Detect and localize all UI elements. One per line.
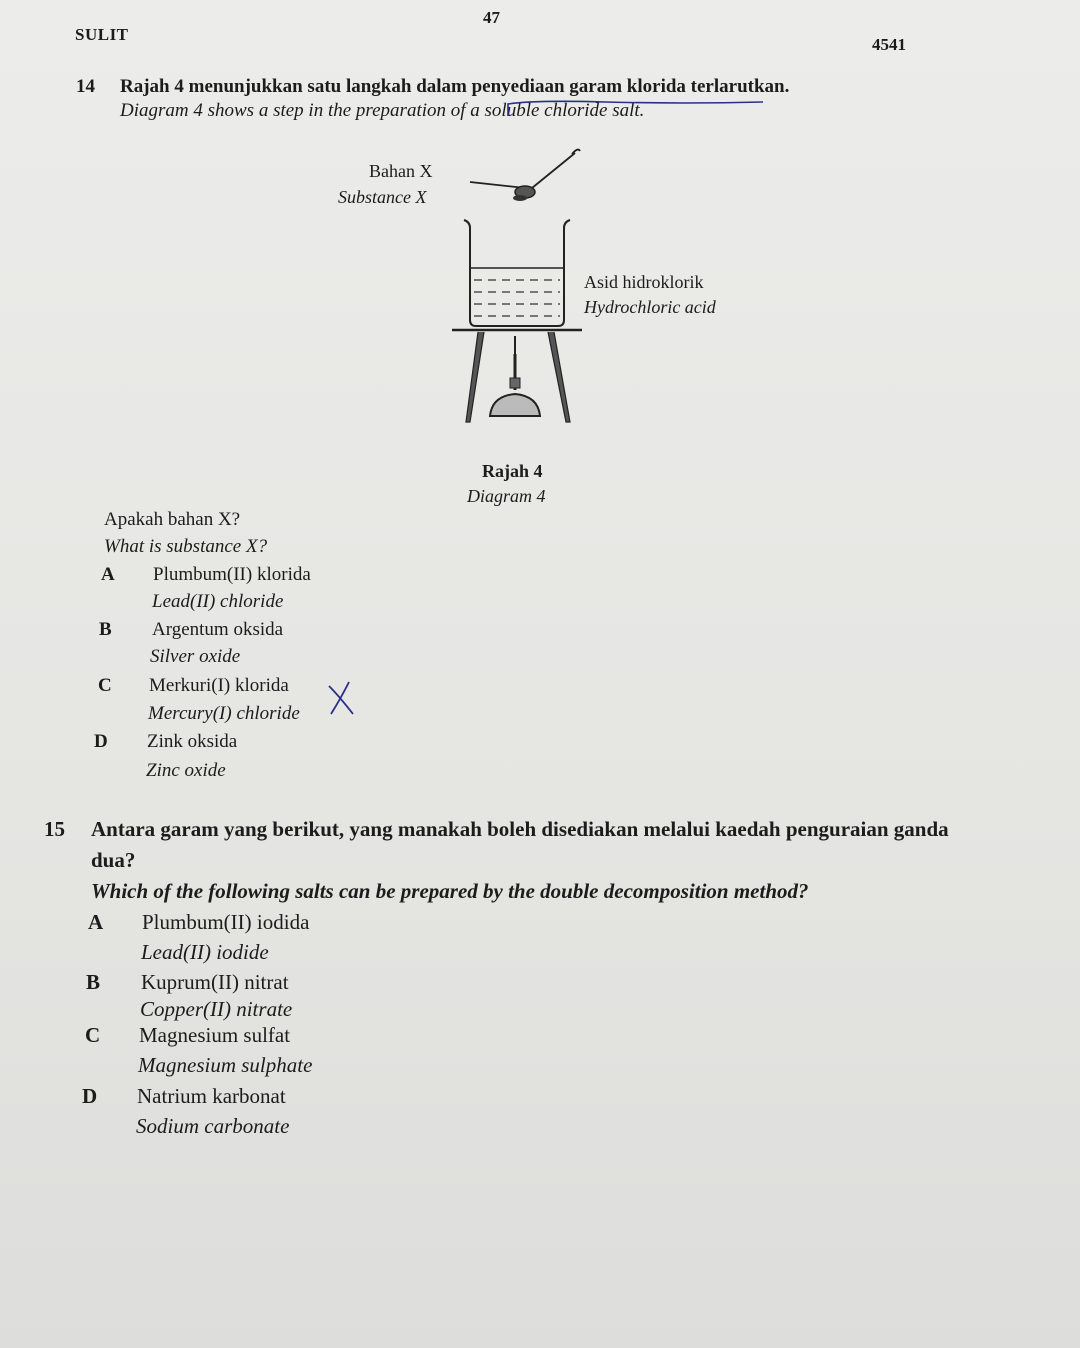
page-number: 47 [483, 8, 500, 27]
option-text-english: Zinc oxide [146, 760, 226, 781]
diagram-caption-malay: Rajah 4 [482, 461, 543, 481]
option-letter: A [101, 564, 115, 585]
option-letter: B [99, 619, 112, 640]
option-letter: C [85, 1023, 101, 1047]
option-letter: C [98, 675, 112, 696]
label-pointer-line [470, 182, 525, 188]
question-text-english: Which of the following salts can be prepared by the double decomposition method? [91, 879, 809, 903]
bunsen-burner-icon [490, 336, 540, 416]
option-text-english: Copper(II) nitrate [140, 997, 293, 1021]
question-number: 15 [44, 817, 65, 841]
option-letter: B [86, 970, 101, 994]
question-malay: Apakah bahan X? [104, 509, 241, 530]
acid-label-malay: Asid hidroklorik [584, 272, 704, 292]
question-text-english: Diagram 4 shows a step in the preparation of a soluble chloride salt. [120, 100, 645, 121]
substance-label-english: Substance X [338, 187, 427, 207]
wrong-mark-x-icon [325, 680, 359, 720]
option-text-malay: Plumbum(II) klorida [153, 564, 311, 585]
option-text-malay: Plumbum(II) iodida [142, 910, 310, 934]
substance-label-malay: Bahan X [369, 161, 433, 181]
option-text-malay: Kuprum(II) nitrat [141, 970, 289, 994]
beaker-icon [464, 220, 570, 326]
question-number: 14 [76, 76, 95, 97]
acid-label-english: Hydrochloric acid [584, 297, 716, 317]
paper-code: 4541 [872, 35, 906, 54]
diagram-caption-english: Diagram 4 [467, 486, 546, 506]
option-letter: D [82, 1084, 98, 1108]
apparatus-drawing [440, 140, 600, 430]
question-text-malay-line1: Antara garam yang berikut, yang manakah boleh disediakan melalui kaedah penguraian ganda [91, 817, 949, 841]
spatula-icon [513, 150, 580, 201]
option-text-malay: Merkuri(I) klorida [149, 675, 289, 696]
option-text-malay: Zink oksida [147, 731, 238, 752]
pen-underline-mark [505, 96, 770, 118]
sulit-label: SULIT [75, 25, 129, 44]
option-text-malay: Magnesium sulfat [139, 1023, 291, 1047]
option-text-malay: Natrium karbonat [137, 1084, 286, 1108]
option-text-english: Magnesium sulphate [138, 1053, 313, 1077]
option-text-english: Silver oxide [150, 646, 241, 667]
option-letter: A [88, 910, 104, 934]
question-text-malay-line2: dua? [91, 848, 136, 872]
question-english: What is substance X? [104, 536, 268, 557]
option-text-malay: Argentum oksida [152, 619, 284, 640]
option-text-english: Lead(II) chloride [152, 591, 284, 612]
option-text-english: Mercury(I) chloride [148, 703, 300, 724]
question-text-malay: Rajah 4 menunjukkan satu langkah dalam penyediaan garam klorida terlarutkan. [120, 76, 790, 97]
option-letter: D [94, 731, 108, 752]
option-text-english: Lead(II) iodide [141, 940, 269, 964]
option-text-english: Sodium carbonate [136, 1114, 290, 1138]
